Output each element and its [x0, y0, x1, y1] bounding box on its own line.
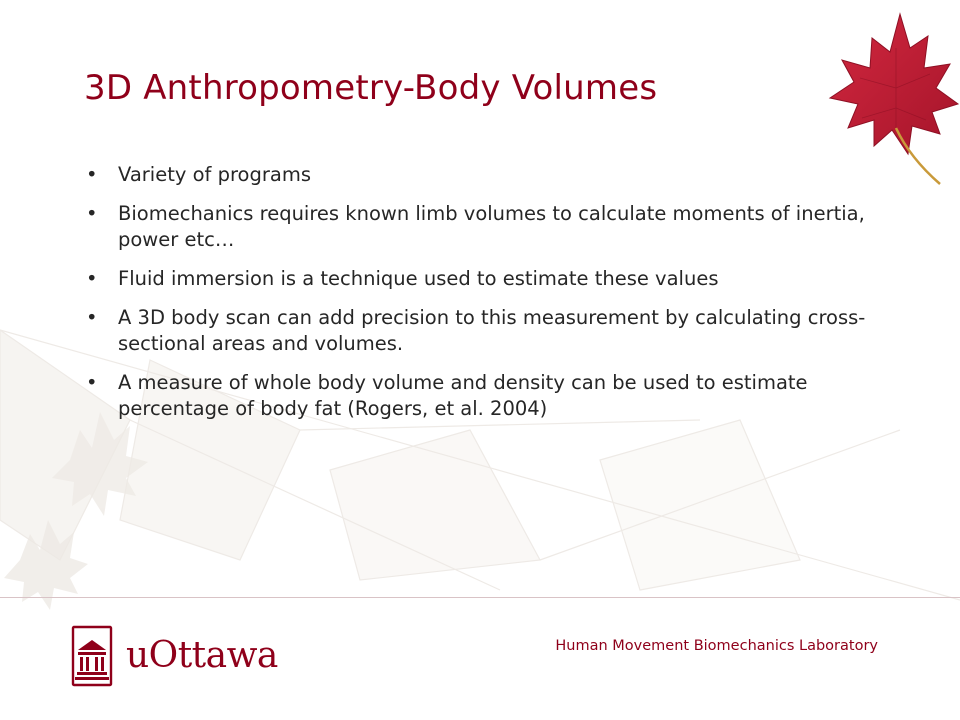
bullet-marker: •	[86, 202, 98, 225]
bullet-marker: •	[86, 163, 98, 186]
slide-title: 3D Anthropometry-Body Volumes	[84, 68, 658, 108]
list-item	[84, 370, 874, 422]
list-item	[84, 266, 874, 292]
list-item	[84, 305, 874, 357]
bullet-text: A 3D body scan can add precision to this measurement by calculating cross-sectional areas and volumes.	[118, 306, 866, 355]
bullet-text: Biomechanics requires known limb volumes to calculate moments of inertia, power etc…	[118, 202, 865, 251]
uottawa-logo	[70, 624, 278, 688]
list-item	[84, 201, 874, 253]
bullet-text: A measure of whole body volume and density can be used to estimate percentage of body fat (Rogers, et al. 2004)	[118, 371, 808, 420]
bullet-marker: •	[86, 371, 98, 394]
bullet-marker: •	[86, 306, 98, 329]
bullet-text: Fluid immersion is a technique used to estimate these values	[118, 267, 719, 290]
university-building-icon	[70, 624, 114, 688]
footer-divider	[0, 597, 960, 598]
bullet-text: Variety of programs	[118, 163, 311, 186]
bullet-marker: •	[86, 267, 98, 290]
list-item	[84, 162, 874, 188]
lab-name: Human Movement Biomechanics Laboratory	[555, 638, 878, 654]
bullet-list	[84, 162, 874, 435]
logo-wordmark: uOttawa	[126, 635, 278, 676]
